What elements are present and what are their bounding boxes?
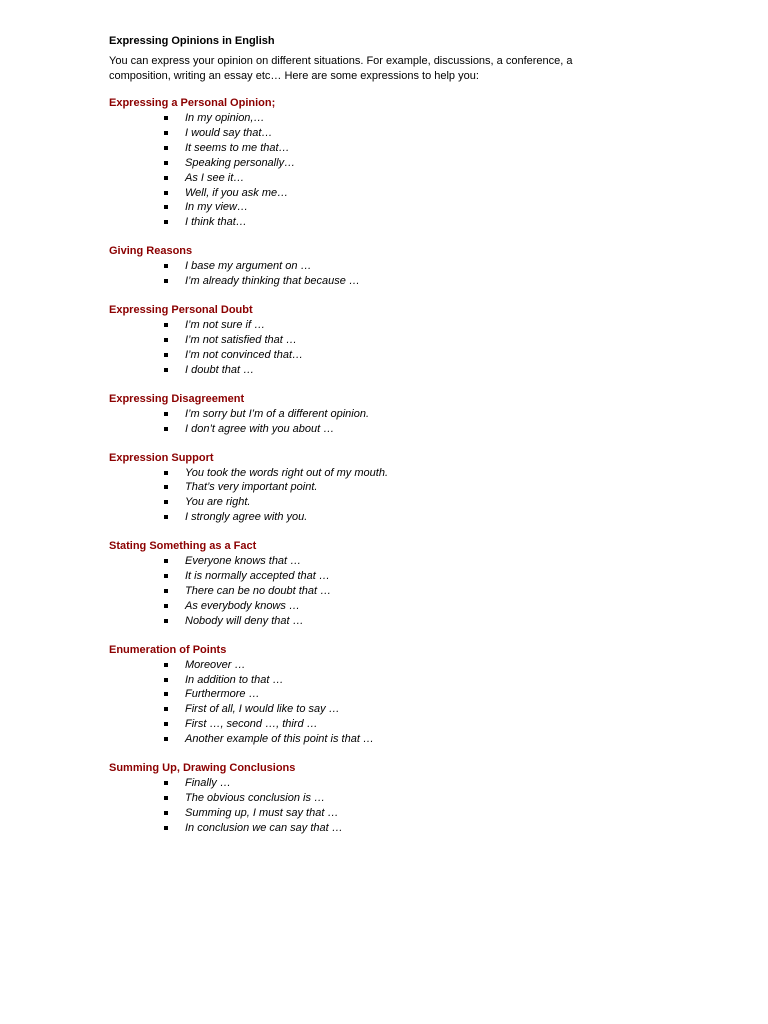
document-title: Expressing Opinions in English [109, 35, 275, 47]
expression-list [109, 111, 669, 230]
expression-list [109, 554, 669, 629]
list-item-text: First …, second …, third … [185, 718, 318, 731]
list-item [109, 821, 669, 836]
square-bullet-icon [164, 471, 168, 475]
list-item-text: Finally … [185, 777, 231, 790]
section [109, 303, 669, 378]
list-item [109, 673, 669, 688]
list-item-text: I’m not convinced that… [185, 348, 304, 361]
square-bullet-icon [164, 796, 168, 800]
square-bullet-icon [164, 485, 168, 489]
section [109, 643, 669, 747]
square-bullet-icon [164, 737, 168, 741]
list-item-text: It seems to me that… [185, 141, 290, 154]
square-bullet-icon [164, 515, 168, 519]
list-item-text: In addition to that … [185, 673, 284, 686]
square-bullet-icon [164, 412, 168, 416]
list-item-text: I don’t agree with you about … [185, 422, 335, 435]
list-item [109, 806, 669, 821]
list-item [109, 422, 669, 437]
sections-container [109, 96, 669, 836]
list-item [109, 141, 669, 156]
list-item-text: I doubt that … [185, 363, 255, 376]
list-item-text: I’m not sure if … [185, 319, 266, 332]
expression-list [109, 407, 669, 437]
section [109, 451, 669, 526]
list-item [109, 156, 669, 171]
square-bullet-icon [164, 146, 168, 150]
list-item [109, 126, 669, 141]
section [109, 244, 669, 289]
square-bullet-icon [164, 338, 168, 342]
list-item [109, 186, 669, 201]
list-item-text: There can be no doubt that … [185, 584, 332, 597]
list-item-text: Summing up, I must say that … [185, 806, 339, 819]
list-item [109, 717, 669, 732]
square-bullet-icon [164, 619, 168, 623]
square-bullet-icon [164, 826, 168, 830]
list-item-text: I strongly agree with you. [185, 511, 308, 524]
square-bullet-icon [164, 559, 168, 563]
square-bullet-icon [164, 353, 168, 357]
expression-list [109, 318, 669, 378]
square-bullet-icon [164, 663, 168, 667]
expression-list [109, 466, 669, 526]
square-bullet-icon [164, 678, 168, 682]
square-bullet-icon [164, 161, 168, 165]
section [109, 539, 669, 629]
square-bullet-icon [164, 191, 168, 195]
section [109, 96, 669, 230]
intro-paragraph: You can express your opinion on different situations. For example, discussions, a conference, a composition, writing an essay etc… Here are some expressions to help you: [109, 55, 573, 82]
list-item-text: The obvious conclusion is … [185, 792, 326, 804]
list-item-text: I’m sorry but I’m of a different opinion. [185, 407, 370, 420]
list-item [109, 791, 669, 806]
section-heading: Giving Reasons [109, 245, 193, 258]
list-item [109, 510, 669, 525]
list-item [109, 702, 669, 717]
list-item-text: You took the words right out of my mouth. [185, 466, 388, 479]
section-heading: Expression Support [109, 451, 214, 464]
list-item-text: Nobody will deny that … [185, 614, 304, 627]
expression-list [109, 658, 669, 747]
list-item [109, 614, 669, 629]
list-item [109, 274, 669, 289]
list-item [109, 599, 669, 614]
list-item [109, 466, 669, 481]
list-item [109, 776, 669, 791]
list-item [109, 215, 669, 230]
square-bullet-icon [164, 811, 168, 815]
list-item [109, 687, 669, 702]
list-item-text: I’m already thinking that because … [185, 275, 360, 288]
list-item-text: Everyone knows that … [185, 555, 302, 568]
expression-list [109, 259, 669, 289]
list-item-text: It is normally accepted that … [185, 570, 330, 583]
list-item-text: Well, if you ask me… [185, 186, 289, 199]
square-bullet-icon [164, 264, 168, 268]
list-item-text: I base my argument on … [185, 260, 312, 273]
list-item [109, 333, 669, 348]
square-bullet-icon [164, 176, 168, 180]
list-item-text: As I see it… [185, 171, 245, 184]
list-item [109, 732, 669, 747]
document-page [109, 34, 669, 850]
list-item [109, 111, 669, 126]
list-item-text: Furthermore … [185, 688, 260, 701]
list-item [109, 318, 669, 333]
list-item [109, 569, 669, 584]
list-item [109, 495, 669, 510]
list-item-text: I think that… [185, 216, 247, 229]
section-heading: Enumeration of Points [109, 643, 227, 656]
square-bullet-icon [164, 279, 168, 283]
square-bullet-icon [164, 692, 168, 696]
section-heading: Expressing a Personal Opinion; [109, 97, 276, 109]
square-bullet-icon [164, 131, 168, 135]
list-item-text: Another example of this point is that … [185, 733, 374, 746]
square-bullet-icon [164, 574, 168, 578]
square-bullet-icon [164, 323, 168, 327]
list-item-text: As everybody knows … [185, 599, 300, 612]
list-item [109, 480, 669, 495]
list-item [109, 171, 669, 186]
list-item [109, 554, 669, 569]
square-bullet-icon [164, 589, 168, 593]
list-item-text: In my view… [185, 201, 248, 214]
square-bullet-icon [164, 604, 168, 608]
list-item-text: Speaking personally… [185, 156, 296, 169]
expression-list [109, 776, 669, 836]
list-item [109, 658, 669, 673]
square-bullet-icon [164, 205, 168, 209]
list-item-text: Moreover … [185, 658, 246, 671]
list-item-text: First of all, I would like to say … [185, 703, 340, 716]
list-item-text: In my opinion,… [185, 112, 265, 124]
square-bullet-icon [164, 781, 168, 785]
square-bullet-icon [164, 116, 168, 120]
list-item-text: That’s very important point. [185, 481, 318, 494]
square-bullet-icon [164, 427, 168, 431]
section-heading: Expressing Disagreement [109, 392, 245, 405]
section-heading: Expressing Personal Doubt [109, 304, 253, 317]
list-item [109, 407, 669, 422]
section [109, 761, 669, 836]
section-heading: Summing Up, Drawing Conclusions [109, 762, 296, 775]
list-item-text: In conclusion we can say that … [185, 821, 343, 834]
list-item [109, 348, 669, 363]
list-item [109, 200, 669, 215]
list-item [109, 259, 669, 274]
square-bullet-icon [164, 220, 168, 224]
list-item [109, 584, 669, 599]
square-bullet-icon [164, 722, 168, 726]
list-item [109, 363, 669, 378]
square-bullet-icon [164, 707, 168, 711]
section [109, 392, 669, 437]
list-item-text: I’m not satisfied that … [185, 333, 297, 346]
section-heading: Stating Something as a Fact [109, 540, 257, 553]
list-item-text: I would say that… [185, 126, 273, 139]
square-bullet-icon [164, 368, 168, 372]
list-item-text: You are right. [185, 496, 251, 509]
square-bullet-icon [164, 500, 168, 504]
